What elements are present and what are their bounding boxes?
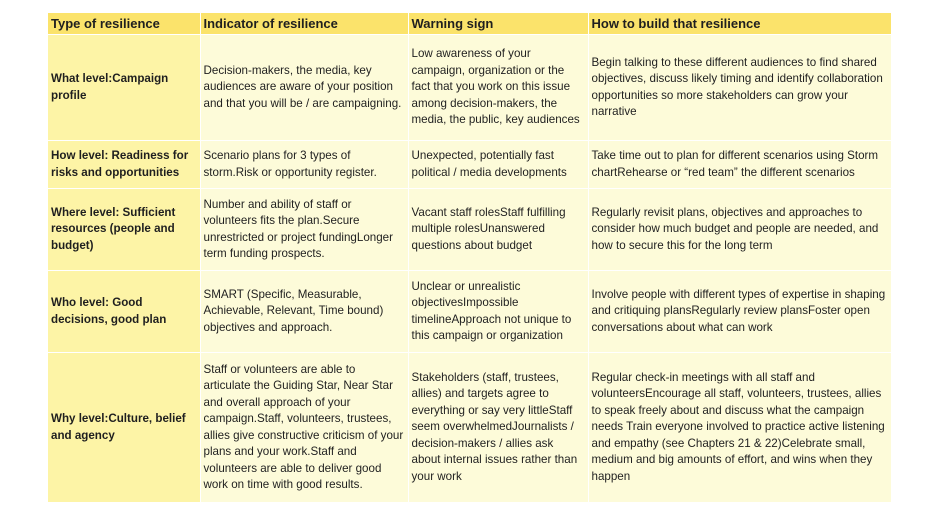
header-build: How to build that resilience (588, 13, 891, 35)
table-row (48, 35, 891, 141)
cell-warning: Unexpected, potentially fast political / media developments (408, 141, 588, 189)
cell-type: Where level: Sufficient resources (people and budget) (48, 189, 200, 271)
cell-build: Regular check-in meetings with all staff and volunteersEncourage all staff, volunteers, trustees, allies to speak freely about and discuss what the campaign needs Train everyone involved to practice active listening and empathy (see Chapters 21 & 22)Celebrate small, medium and big amounts of effort, and wins when they happen (588, 353, 891, 503)
resilience-table (48, 13, 891, 503)
cell-build: Begin talking to these different audiences to find shared objectives, discuss likely timing and identify collaboration opportunities so more stakeholders can grow your narrative (588, 35, 891, 141)
cell-type: What level:Campaign profile (48, 35, 200, 141)
cell-type: Why level:Culture, belief and agency (48, 353, 200, 503)
cell-indicator: Number and ability of staff or volunteers fits the plan.Secure unrestricted or project fundingLonger term funding prospects. (200, 189, 408, 271)
cell-warning: Low awareness of your campaign, organization or the fact that you work on this issue among decision-makers, the media, the public, key audiences (408, 35, 588, 141)
table-row (48, 141, 891, 189)
cell-indicator: Decision-makers, the media, key audiences are aware of your position and that you will be / are campaigning. (200, 35, 408, 141)
cell-warning: Vacant staff rolesStaff fulfilling multiple rolesUnanswered questions about budget (408, 189, 588, 271)
cell-build: Involve people with different types of expertise in shaping and critiquing plansRegularly review plansFoster open conversations about what can work (588, 271, 891, 353)
header-indicator: Indicator of resilience (200, 13, 408, 35)
header-type: Type of resilience (48, 13, 200, 35)
cell-build: Take time out to plan for different scenarios using Storm chartRehearse or “red team” the different scenarios (588, 141, 891, 189)
header-warning: Warning sign (408, 13, 588, 35)
table-row (48, 271, 891, 353)
cell-build: Regularly revisit plans, objectives and approaches to consider how much budget and people are needed, and how to secure this for the long term (588, 189, 891, 271)
cell-warning: Unclear or unrealistic objectivesImpossible timelineApproach not unique to this campaign or organization (408, 271, 588, 353)
cell-indicator: SMART (Specific, Measurable, Achievable, Relevant, Time bound) objectives and approach. (200, 271, 408, 353)
table-row (48, 353, 891, 503)
header-row (48, 13, 891, 35)
cell-type: Who level: Good decisions, good plan (48, 271, 200, 353)
cell-type: How level: Readiness for risks and opportunities (48, 141, 200, 189)
cell-indicator: Scenario plans for 3 types of storm.Risk or opportunity register. (200, 141, 408, 189)
cell-warning: Stakeholders (staff, trustees, allies) and targets agree to everything or say very littleStaff seem overwhelmedJournalists / decision-makers / allies ask about internal issues rather than your work (408, 353, 588, 503)
cell-indicator: Staff or volunteers are able to articulate the Guiding Star, Near Star and overall approach of your campaign.Staff, volunteers, trustees, allies give constructive criticism of your plans and your work.Staff and volunteers are able to deliver good work on time with good results. (200, 353, 408, 503)
table-row (48, 189, 891, 271)
